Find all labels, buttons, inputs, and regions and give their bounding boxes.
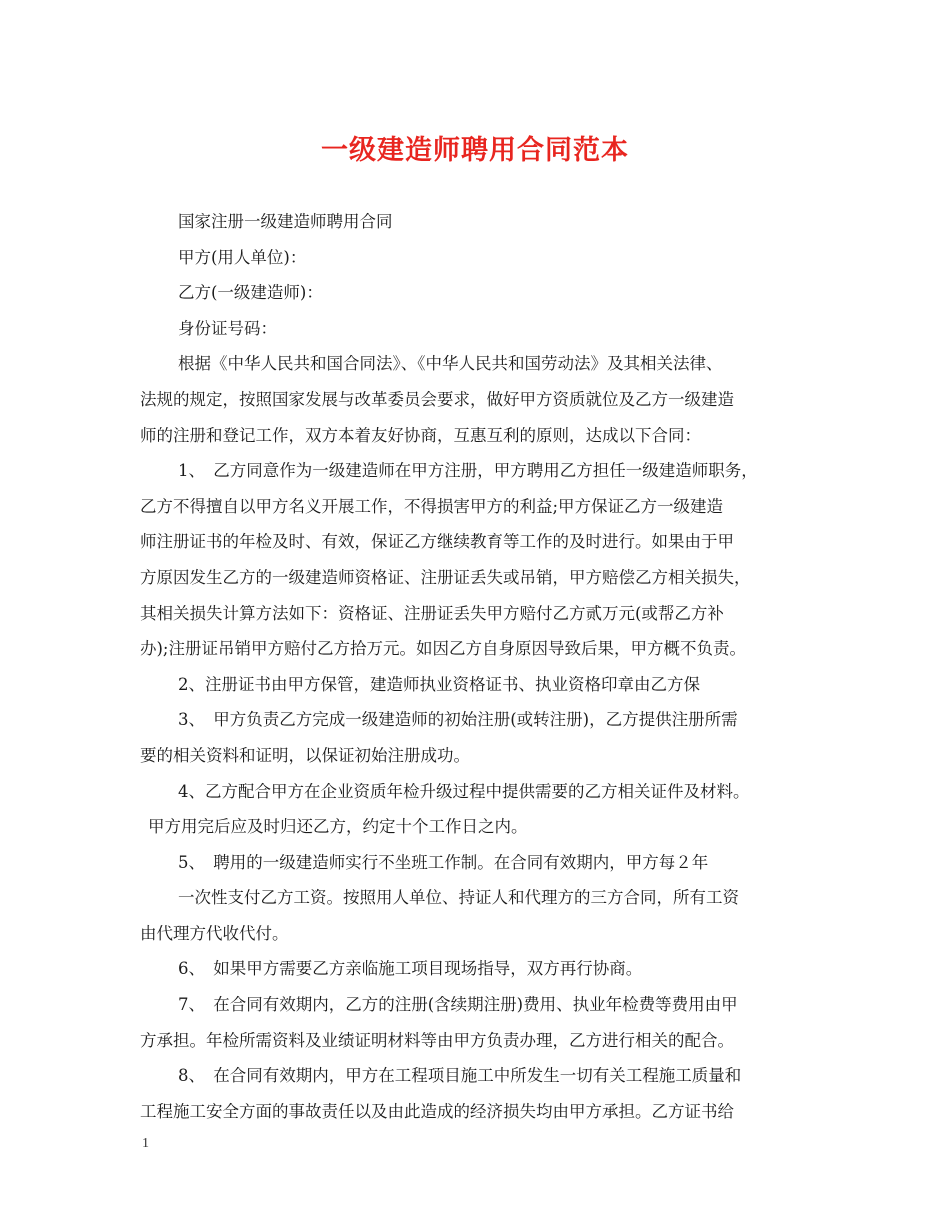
document-line: 8、 在合同有效期内，甲方在工程项目施工中所发生一切有关工程施工质量和 — [178, 1066, 742, 1086]
document-line: 1、 乙方同意作为一级建造师在甲方注册，甲方聘用乙方担任一级建造师职务， — [178, 461, 758, 481]
document-line: 师的注册和登记工作，双方本着友好协商，互惠互利的原则，达成以下合同： — [140, 425, 701, 445]
document-line: 根据《中华人民共和国合同法》、《中华人民共和国劳动法》及其相关法律、 — [178, 354, 723, 374]
document-line: 6、 如果甲方需要乙方亲临施工项目现场指导，双方再行协商。 — [178, 959, 643, 979]
document-line: 一次性支付乙方工资。按照用人单位、持证人和代理方的三方合同，所有工资 — [178, 888, 739, 908]
document-line: 方原因发生乙方的一级建造师资格证、注册证丢失或吊销，甲方赔偿乙方相关损失， — [140, 567, 751, 587]
document-body — [140, 204, 828, 1129]
document-line: 由代理方代收代付。 — [140, 923, 289, 943]
document-line: 工程施工安全方面的事故责任以及由此造成的经济损失均由甲方承担。乙方证书给 — [140, 1101, 734, 1121]
document-line: 5、 聘用的一级建造师实行不坐班工作制。在合同有效期内，甲方每２年 — [178, 852, 709, 872]
page-number: 1 — [142, 1136, 149, 1151]
document-line: 师注册证书的年检及时、有效，保证乙方继续教育等工作的及时进行。如果由于甲 — [140, 532, 734, 552]
document-line: 乙方(一级建造师)： — [178, 283, 323, 303]
document-line: 法规的规定，按照国家发展与改革委员会要求，做好甲方资质就位及乙方一级建造 — [140, 389, 734, 409]
document-line: 乙方不得擅自以甲方名义开展工作，不得损害甲方的利益;甲方保证乙方一级建造 — [140, 496, 724, 516]
document-line: 2、注册证书由甲方保管，建造师执业资格证书、执业资格印章由乙方保 — [178, 674, 700, 694]
document-line: 7、 在合同有效期内，乙方的注册(含续期注册)费用、执业年检费等费用由甲 — [178, 995, 738, 1015]
document-line: 身份证号码： — [178, 318, 277, 338]
document-line: 4、乙方配合甲方在企业资质年检升级过程中提供需要的乙方相关证件及材料。 — [178, 781, 750, 801]
document-line: 方承担。年检所需资料及业绩证明材料等由甲方负责办理，乙方进行相关的配合。 — [140, 1030, 734, 1050]
document-line: 甲方用完后应及时归还乙方，约定十个工作日之内。 — [148, 817, 528, 837]
document-line: 办);注册证吊销甲方赔付乙方拾万元。如因乙方自身原因导致后果，甲方概不负责。 — [140, 639, 746, 659]
document-line: 国家注册一级建造师聘用合同 — [178, 212, 393, 231]
document-line: 其相关损失计算方法如下：资格证、注册证丢失甲方赔付乙方贰万元(或帮乙方补 — [140, 603, 724, 623]
document-line: 甲方(用人单位)： — [178, 247, 307, 267]
document-line: 3、 甲方负责乙方完成一级建造师的初始注册(或转注册)，乙方提供注册所需 — [178, 710, 738, 730]
document-line: 要的相关资料和证明，以保证初始注册成功。 — [140, 745, 470, 765]
document-title: 一级建造师聘用合同范本 — [321, 135, 629, 166]
